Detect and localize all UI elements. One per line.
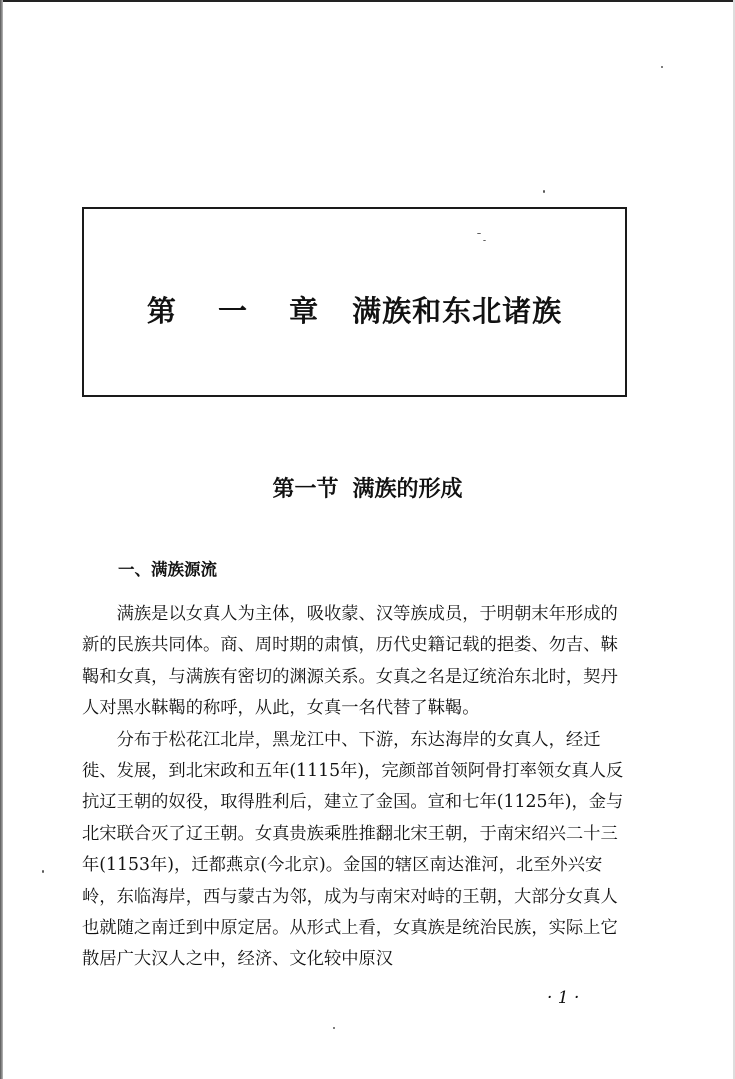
top-edge-rule — [0, 0, 735, 2]
scan-speck — [333, 1027, 335, 1029]
paragraph: 满族是以女真人为主体，吸收蒙、汉等族成员，于明朝末年形成的新的民族共同体。商、周时期的肃慎，历代史籍记载的挹娄、勿吉、靺鞨和女真，与满族有密切的渊源关系。女真之名是辽统治东北时，契丹人对黑水靺鞨的称呼，从此，女真一名代替了靺鞨。 — [82, 604, 618, 719]
body-text — [82, 599, 631, 976]
scan-speck — [543, 190, 545, 193]
chapter-name: 满族和东北诸族 — [352, 294, 563, 328]
scan-speck — [42, 870, 44, 873]
scan-speck — [661, 66, 663, 68]
paragraph: 分布于松花江北岸，黑龙江中、下游，东达海岸的女真人，经迁徙、发展，到北宋政和五年(1115年)，完颜部首领阿骨打率领女真人反抗辽王朝的奴役，取得胜利后，建立了金国。宣和七年(1125年)，金与北宋联合灭了辽王朝。女真贵族乘胜推翻北宋王朝，于南宋绍兴二十三年(1153年)，迁都燕京(今北京)。金国的辖区南达淮河，北至外兴安岭，东临海岸，西与蒙古为邻，成为与南宋对峙的王朝，大部分女真人也就随之南迁到中原定居。从形式上看，女真族是统治民族，实际上它散居广大汉人之中，经济、文化较中原汉 — [82, 729, 624, 970]
section-number: 第一节 — [272, 477, 339, 502]
subsection-title: 一、满族源流 — [118, 560, 217, 579]
chapter-title — [84, 289, 625, 330]
page-left-edge — [0, 0, 3, 1079]
section-title — [0, 472, 735, 503]
chapter-heading-box — [82, 207, 627, 397]
section-name: 满族的形成 — [352, 477, 463, 502]
page-number: · 1 · — [547, 988, 580, 1008]
chapter-number: 第 一 章 — [146, 294, 335, 328]
